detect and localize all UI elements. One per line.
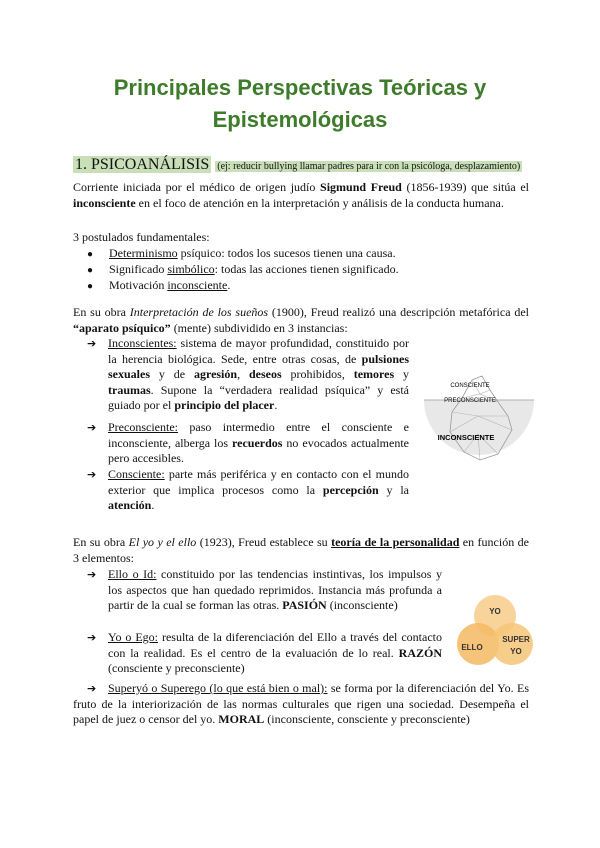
instancia-text: paso intermedio entre el consciente e inconsciente, alberga los <box>108 420 409 450</box>
consciente-label: CONSCIENTE <box>450 383 490 389</box>
key-term: MORAL <box>218 712 265 726</box>
key-term: agresión <box>193 367 238 381</box>
arrow-icon: ➔ <box>87 682 97 695</box>
elemento-label: Superyó o Superego (lo que está bien o mal): <box>108 681 328 695</box>
postulado-text: : todas las acciones tienen significado. <box>214 262 399 276</box>
title-line-1: Principales Perspectivas Teóricas y <box>113 75 487 100</box>
section-heading-example: (ej: reducir bullying llamar padres para ir con la psicóloga, desplazamiento) <box>217 161 521 172</box>
arrow-icon: ➔ <box>87 421 97 434</box>
personality-venn-diagram <box>452 592 538 672</box>
aparato-term: “aparato psíquico” <box>73 320 171 335</box>
instancia-text: . <box>274 398 278 412</box>
intro-text: (1856-1939) que sitúa el <box>401 180 529 194</box>
postulado-item <box>87 278 230 295</box>
key-term: PASIÓN <box>282 598 327 612</box>
instancia-text: y de <box>150 367 194 381</box>
instancia-inconsciente <box>87 336 409 414</box>
postulado-text: Motivación <box>109 278 168 292</box>
elemento-text: constituido por las tendencias instintivas, los impulsos y los aspectos que han quedado reprimidos. Instancia más profunda a partir de la cual se forman las otras. <box>108 567 443 612</box>
key-term: traumas <box>108 382 151 397</box>
elemento-text: resulta de la diferenciación del Ello a través del contacto con la realidad. Es el centro de la evaluación de lo real. <box>108 630 442 660</box>
paragraph-text: (mente) subdividido en 3 instancias: <box>170 320 348 335</box>
instancia-text: . <box>151 498 155 512</box>
key-term: recuerdos <box>232 435 283 450</box>
suenos-paragraph <box>73 305 529 336</box>
iceberg-diagram <box>420 372 538 472</box>
postulado-term: simbólico <box>167 262 215 276</box>
section-heading <box>73 155 522 177</box>
elemento-ello <box>87 567 442 614</box>
elemento-yo <box>87 630 442 677</box>
elemento-superyo <box>73 681 529 728</box>
inconsciente-label: INCONSCIENTE <box>437 433 495 442</box>
key-term: atención <box>108 498 152 512</box>
arrow-icon: ➔ <box>87 337 97 350</box>
key-term: temores <box>353 367 395 381</box>
preconsciente-label: PRECONSCIENTE <box>444 398 496 404</box>
key-term: principio del placer <box>174 398 275 412</box>
book-title: Interpretación de los sueños <box>129 305 269 319</box>
postulado-text: psíquico: todos los sucesos tienen una causa. <box>177 246 396 260</box>
instancia-text: no evocados actualmente pero accesibles. <box>108 435 409 465</box>
arrow-icon: ➔ <box>87 631 97 644</box>
paragraph-text: En su obra <box>73 305 130 319</box>
paragraph-text: (1923), Freud establece su <box>196 535 332 549</box>
key-term: deseos <box>248 367 282 381</box>
key-term: pulsiones sexuales <box>108 351 409 381</box>
instancia-text: sistema de mayor profundidad, constituido por la herencia biológica. Sede, entre otras cosas, de <box>108 336 409 366</box>
postulado-term: inconsciente <box>167 278 228 292</box>
postulado-item <box>87 262 399 279</box>
arrow-icon: ➔ <box>87 568 97 581</box>
intro-text: en el foco de atención en la interpretación y análisis de la conducta humana. <box>135 195 504 210</box>
teoria-term: teoría de la personalidad <box>331 535 460 549</box>
bullet-icon: ● <box>87 281 94 292</box>
book-title: El yo y el ello <box>128 535 197 549</box>
instancia-label: Preconsciente: <box>108 420 178 434</box>
instancia-text: y la <box>378 482 409 497</box>
elemento-label: Ello o Id: <box>108 567 157 581</box>
yo-ello-paragraph <box>73 535 529 566</box>
bullet-icon: ● <box>87 249 94 260</box>
instancia-label: Inconscientes: <box>108 336 177 350</box>
elemento-label: Yo o Ego: <box>108 630 159 644</box>
postulados-label: 3 postulados fundamentales: <box>73 230 210 244</box>
elemento-text: se forma por la diferenciación del Yo. Es fruto de la interiorización de las normas culturales que rigen una sociedad. Desempeña el papel de juez o censor del yo. <box>73 681 529 726</box>
postulado-term: Determinismo <box>109 246 178 260</box>
key-term: RAZÓN <box>398 645 442 660</box>
paragraph-text: (1900), Freud realizó una descripción metafórica del <box>268 305 529 319</box>
instancia-text: parte más periférica y en contacto con el mundo exterior que implica procesos como la <box>108 467 409 497</box>
yo-label: YO <box>489 607 501 616</box>
instancia-text: . Supone la “verdadera realidad psíquica” y está guiado por el <box>108 382 409 412</box>
instancia-text: y <box>394 367 410 381</box>
postulado-item <box>87 246 396 263</box>
paragraph-text: En su obra <box>73 535 129 549</box>
elemento-text: (inconsciente) <box>326 598 398 612</box>
instancia-text: prohibidos, <box>281 367 354 381</box>
page-title <box>0 72 600 136</box>
superyo-label-line-2: YO <box>510 647 522 656</box>
intro-paragraph <box>73 180 529 211</box>
intro-text: Corriente iniciada por el médico de origen judío <box>73 180 321 194</box>
freud-name: Sigmund Freud <box>320 180 402 194</box>
ello-label: ELLO <box>461 643 483 652</box>
instancia-label: Consciente: <box>108 467 165 481</box>
title-line-2: Epistemológicas <box>212 107 388 132</box>
superyo-label-line-1: SUPER <box>502 635 530 644</box>
bullet-icon: ● <box>87 265 94 276</box>
instancia-preconsciente <box>87 420 409 467</box>
instancia-text: , <box>237 367 249 381</box>
key-term: percepción <box>322 482 379 497</box>
instancia-consciente <box>87 467 409 514</box>
superyo-circle <box>491 623 533 665</box>
postulado-text: Significado <box>109 262 168 276</box>
inconsciente-term: inconsciente <box>73 195 136 210</box>
postulado-text: . <box>227 278 231 292</box>
section-heading-label: 1. PSICOANÁLISIS <box>75 156 210 173</box>
paragraph-text: en función de 3 elementos: <box>73 535 529 565</box>
elemento-text: (consciente y preconsciente) <box>108 661 245 675</box>
arrow-icon: ➔ <box>87 468 97 481</box>
elemento-text: (inconsciente, consciente y preconsciente) <box>264 712 470 726</box>
